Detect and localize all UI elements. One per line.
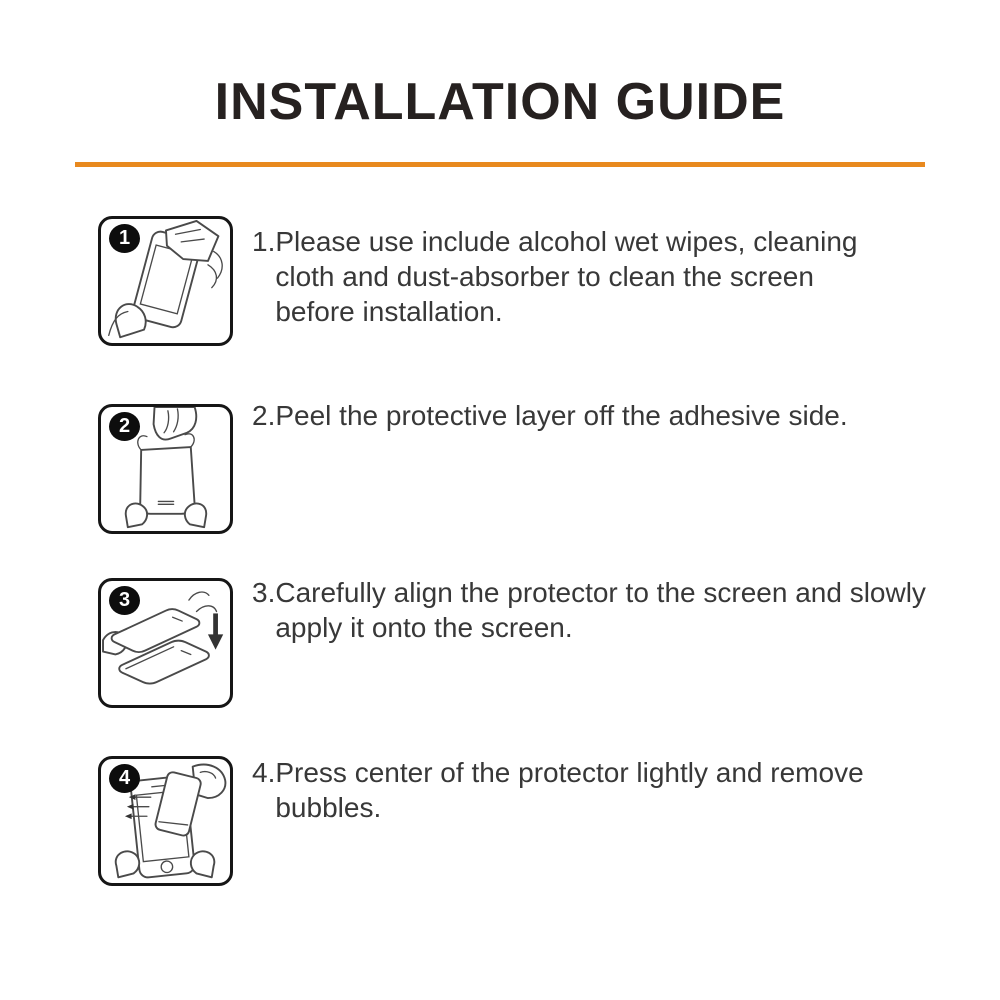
step-4-text: Press center of the protector lightly and remove bubbles. (275, 757, 864, 823)
step-4-figure (98, 756, 233, 886)
step-1-badge: 1 (109, 224, 140, 253)
step-3-text: Carefully align the protector to the screen and slowly apply it onto the screen. (275, 577, 926, 643)
step-3-caption (252, 575, 926, 645)
step-3-badge: 3 (109, 586, 140, 615)
step-1-number: 1. (252, 226, 276, 257)
step-2-number: 2. (252, 400, 276, 431)
step-2-badge: 2 (109, 412, 140, 441)
step-1-caption (252, 224, 858, 329)
step-4-caption (252, 755, 864, 825)
step-4-badge: 4 (109, 764, 140, 793)
step-3-number: 3. (252, 577, 276, 608)
title-underline (75, 162, 925, 167)
step-2-caption (252, 398, 848, 433)
page-title: INSTALLATION GUIDE (214, 73, 786, 131)
step-1-figure (98, 216, 233, 346)
step-2-figure (98, 404, 233, 534)
step-1-text: Please use include alcohol wet wipes, cleaning cloth and dust-absorber to clean the screen before installation. (275, 226, 858, 327)
step-3-figure (98, 578, 233, 708)
step-2-text: Peel the protective layer off the adhesive side. (275, 400, 848, 431)
step-4-number: 4. (252, 757, 276, 788)
